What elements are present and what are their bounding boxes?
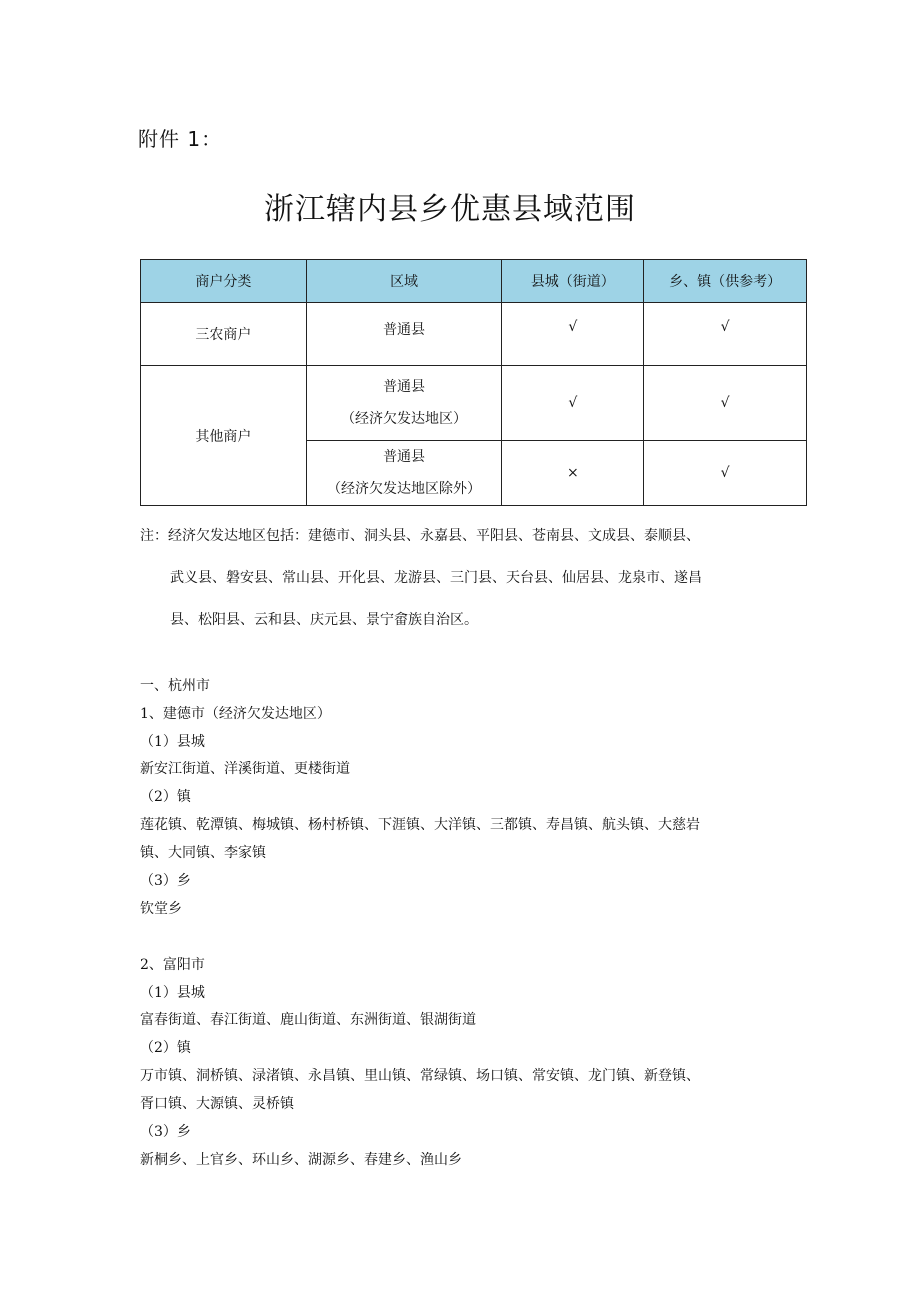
list-item: 胥口镇、大源镇、灵桥镇 (140, 1096, 294, 1112)
list-item: 莲花镇、乾潭镇、梅城镇、杨村桥镇、下涯镇、大洋镇、三都镇、寿昌镇、航头镇、大慈岩 (140, 817, 700, 833)
subheading: （1）县城 (140, 734, 205, 750)
region-note: （经济欠发达地区） (341, 411, 468, 427)
town-check: √ (644, 366, 807, 441)
page-title: 浙江辖内县乡优惠县域范围 (264, 192, 636, 227)
region-cell (306, 366, 502, 441)
note-paragraph (140, 515, 860, 641)
region-label: 普通县 (383, 449, 426, 465)
header-town: 乡、镇（供参考） (644, 260, 807, 303)
list-item: 富春街道、春江街道、鹿山街道、东洲街道、银湖街道 (140, 1012, 476, 1028)
category-cell: 三农商户 (141, 303, 307, 366)
note-line: 武义县、磐安县、常山县、开化县、龙游县、三门县、天台县、仙居县、龙泉市、遂昌 (170, 570, 702, 586)
list-item: 新桐乡、上官乡、环山乡、湖源乡、春建乡、渔山乡 (140, 1152, 462, 1168)
region-cell: 普通县 (306, 303, 502, 366)
header-category: 商户分类 (141, 260, 307, 303)
list-item: 万市镇、洞桥镇、渌渚镇、永昌镇、里山镇、常绿镇、场口镇、常安镇、龙门镇、新登镇、 (140, 1068, 700, 1084)
table-row (141, 303, 807, 366)
subheading: （1）县城 (140, 985, 205, 1001)
note-line: 注：经济欠发达地区包括：建德市、洞头县、永嘉县、平阳县、苍南县、文成县、泰顺县、 (140, 528, 700, 544)
county-check: √ (502, 366, 644, 441)
table-header-row (141, 260, 807, 303)
scope-table (140, 259, 807, 506)
list-item: 新安江街道、洋溪街道、更楼街道 (140, 761, 350, 777)
region-cell (306, 441, 502, 506)
category-cell: 其他商户 (141, 366, 307, 506)
table-row (141, 366, 807, 441)
header-county: 县城（街道） (502, 260, 644, 303)
subheading: （3）乡 (140, 1124, 191, 1140)
county-cross: × (502, 441, 644, 506)
list-item: 镇、大同镇、李家镇 (140, 845, 266, 861)
subheading: （3）乡 (140, 873, 191, 889)
note-line: 县、松阳县、云和县、庆元县、景宁畲族自治区。 (170, 612, 478, 628)
town-check: √ (644, 303, 807, 366)
header-region: 区域 (306, 260, 502, 303)
city-heading: 2、富阳市 (140, 957, 205, 973)
city-heading: 1、建德市（经济欠发达地区） (140, 706, 331, 722)
county-check: √ (502, 303, 644, 366)
town-check: √ (644, 441, 807, 506)
list-item: 钦堂乡 (140, 901, 182, 917)
region-label: 普通县 (383, 379, 426, 395)
attachment-label: 附件 1： (138, 127, 223, 151)
section-heading: 一、杭州市 (140, 678, 210, 694)
subheading: （2）镇 (140, 789, 191, 805)
region-note: （经济欠发达地区除外） (327, 481, 482, 497)
subheading: （2）镇 (140, 1040, 191, 1056)
